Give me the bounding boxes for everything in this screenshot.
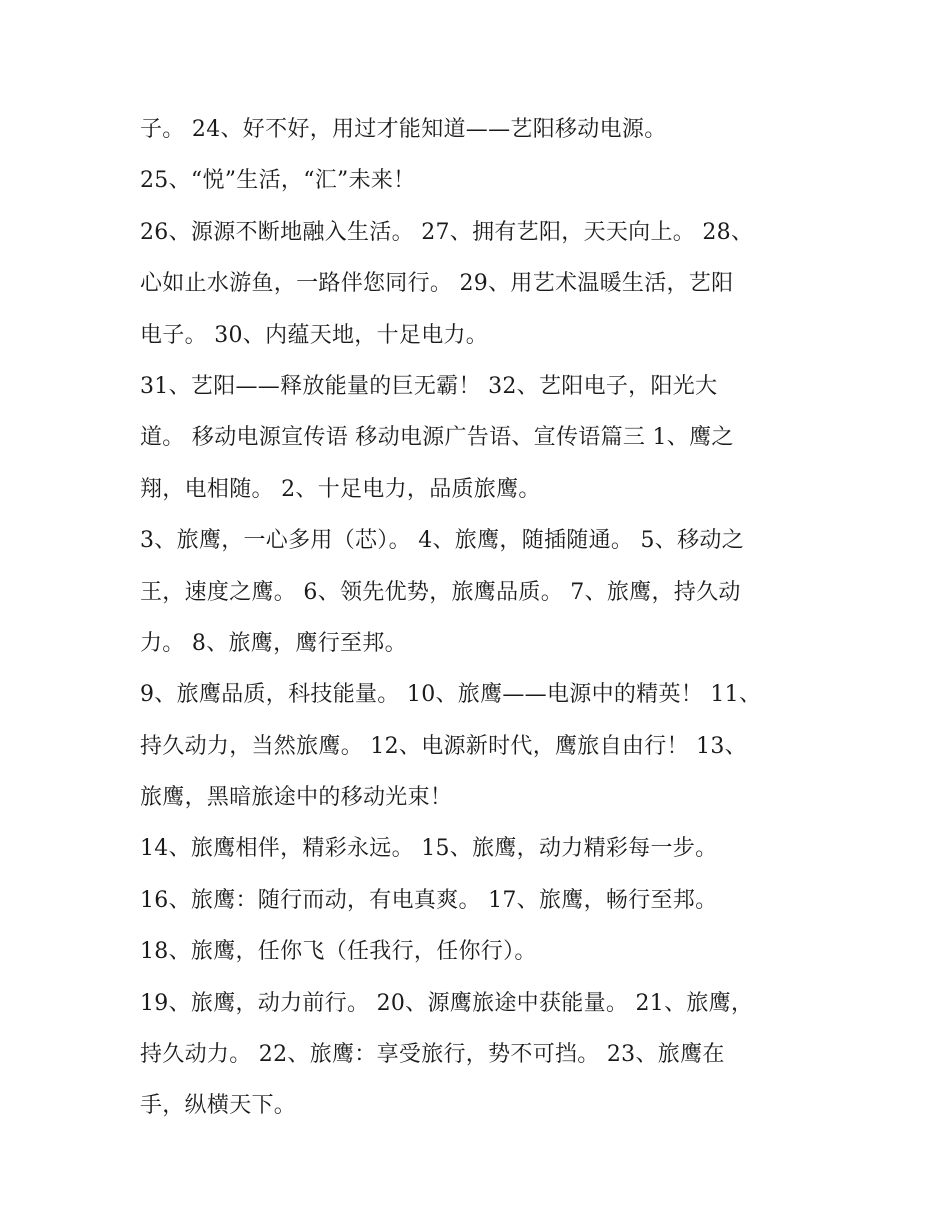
text-line: 26、源源不断地融入生活。 27、拥有艺阳，天天向上。 28、: [140, 219, 754, 245]
text-line: 电子。 30、内蕴天地，十足电力。: [140, 322, 489, 348]
text-line: 持久动力。 22、旅鹰：享受旅行，势不可挡。 23、旅鹰在: [140, 1042, 725, 1068]
text-line: 31、艺阳——释放能量的巨无霸！ 32、艺阳电子，阳光大: [140, 373, 718, 399]
text-line: 旅鹰，黑暗旅途中的移动光束！: [140, 785, 453, 811]
text-line: 16、旅鹰：随行而动，有电真爽。 17、旅鹰，畅行至邦。: [140, 887, 718, 913]
text-line: 道。 移动电源宣传语 移动电源广告语、宣传语篇三 1、鹰之: [140, 425, 734, 451]
text-line: 力。 8、旅鹰，鹰行至邦。: [140, 630, 407, 656]
text-line: 子。 24、好不好，用过才能知道——艺阳移动电源。: [140, 117, 667, 142]
text-line: 19、旅鹰，动力前行。 20、源鹰旅途中获能量。 21、旅鹰，: [140, 990, 754, 1016]
text-line: 翔，电相随。 2、十足电力，品质旅鹰。: [140, 476, 541, 502]
text-line: 3、旅鹰，一心多用（芯）。 4、旅鹰，随插随通。 5、移动之: [140, 528, 744, 554]
text-line: 14、旅鹰相伴，精彩永远。 15、旅鹰，动力精彩每一步。: [140, 836, 718, 862]
text-line: 手，纵横天下。: [140, 1093, 297, 1119]
text-line: 心如止水游鱼，一路伴您同行。 29、用艺术温暖生活，艺阳: [140, 271, 734, 297]
text-line: 王，速度之鹰。 6、领先优势，旅鹰品质。 7、旅鹰，持久动: [140, 579, 741, 605]
body-text: [140, 104, 840, 1132]
text-line: 18、旅鹰，任你飞（任我行，任你行）。: [140, 939, 537, 965]
text-line: 25、“悦”生活，“汇”未来！: [140, 168, 416, 194]
text-line: 持久动力，当然旅鹰。 12、电源新时代，鹰旅自由行！ 13、: [140, 733, 747, 759]
text-line: 9、旅鹰品质，科技能量。 10、旅鹰——电源中的精英！ 11、: [140, 682, 762, 708]
